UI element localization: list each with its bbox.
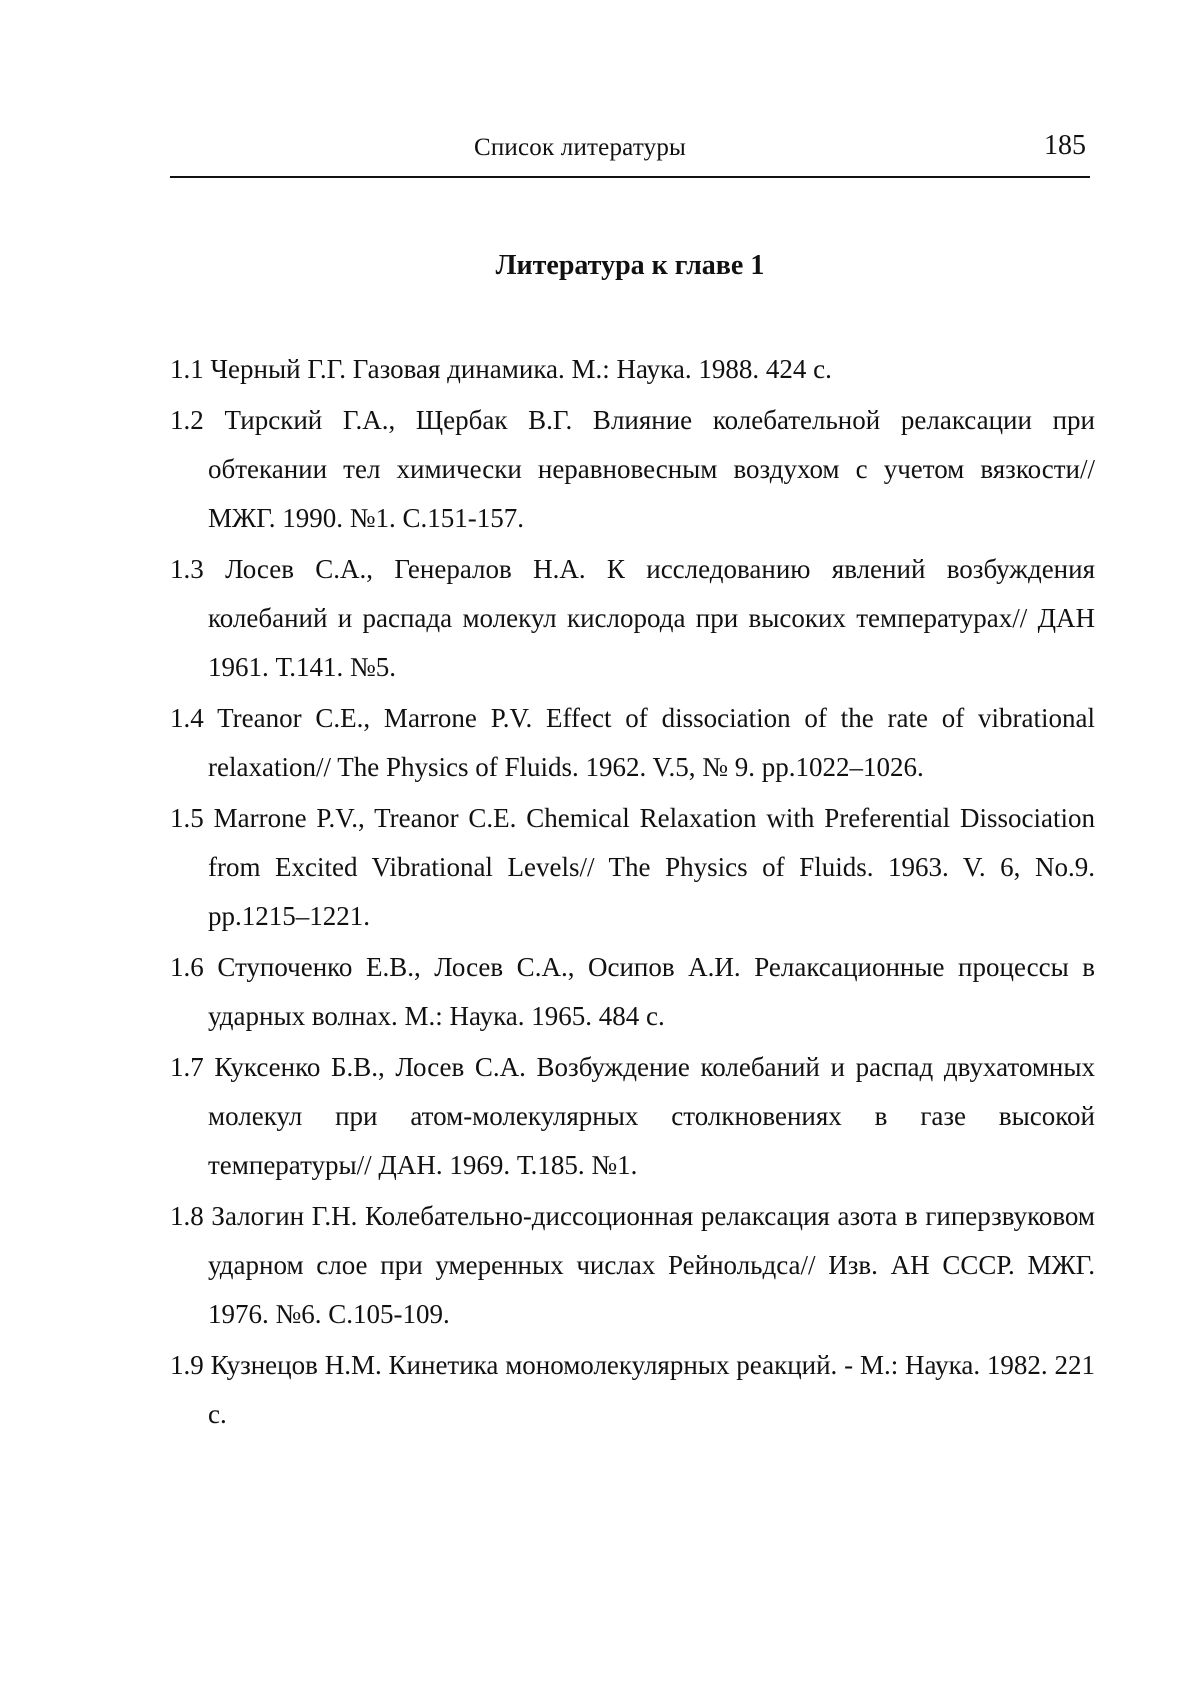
page-number: 185 xyxy=(1044,130,1086,161)
reference-item xyxy=(170,545,1095,692)
reference-text: Treanor C.E., Marrone P.V. Effect of dissociation of the rate of vibrational relaxation// The Physics of Fluids. 1962. V.5, № 9. pp.1022–1026. xyxy=(208,703,1096,782)
header-rule xyxy=(170,176,1090,178)
reference-number: 1.9 xyxy=(170,1350,204,1380)
reference-item xyxy=(170,345,1095,394)
reference-item xyxy=(170,794,1095,941)
reference-item xyxy=(170,1192,1095,1339)
reference-number: 1.3 xyxy=(170,554,204,584)
reference-number: 1.6 xyxy=(170,952,204,982)
reference-item xyxy=(170,396,1095,543)
reference-number: 1.4 xyxy=(170,703,204,733)
reference-item xyxy=(170,1043,1095,1190)
reference-number: 1.5 xyxy=(170,803,204,833)
reference-number: 1.7 xyxy=(170,1052,204,1082)
reference-text: Marrone P.V., Treanor C.E. Chemical Relaxation with Preferential Dissociation from Excited Vibrational Levels// The Physics of Fluids. 1963. V. 6, No.9. pp.1215–1221. xyxy=(208,803,1096,931)
section-heading: Литература к главе 1 xyxy=(495,250,765,281)
reference-text: Залогин Г.Н. Колебательно-диссоционная релаксация азота в гиперзвуковом ударном слое при умеренных числах Рейнольдса// Изв. АН СССР. МЖГ. 1976. №6. С.105-109. xyxy=(208,1201,1095,1329)
reference-text: Тирский Г.А., Щербак В.Г. Влияние колебательной релаксации при обтекании тел химически неравновесным воздухом с учетом вязкости// МЖГ. 1990. №1. С.151-157. xyxy=(208,405,1096,533)
reference-text: Ступоченко Е.В., Лосев С.А., Осипов А.И. Релаксационные процессы в ударных волнах. М.: Наука. 1965. 484 с. xyxy=(208,952,1096,1031)
reference-text: Лосев С.А., Генералов Н.А. К исследованию явлений возбуждения колебаний и распада молекул кислорода при высоких температурах// ДАН 1961. Т.141. №5. xyxy=(208,554,1095,682)
running-title: Список литературы xyxy=(473,134,687,161)
reference-text: Черный Г.Г. Газовая динамика. М.: Наука. 1988. 424 с. xyxy=(210,354,832,384)
reference-number: 1.2 xyxy=(170,405,204,435)
reference-text: Кузнецов Н.М. Кинетика мономолекулярных реакций. - М.: Наука. 1982. 221 с. xyxy=(208,1350,1096,1429)
reference-number: 1.8 xyxy=(170,1201,204,1231)
reference-text: Куксенко Б.В., Лосев С.А. Возбуждение колебаний и распад двухатомных молекул при атом-молекулярных столкновениях в газе высокой температуры// ДАН. 1969. Т.185. №1. xyxy=(208,1052,1096,1180)
running-header xyxy=(170,128,1090,170)
reference-item xyxy=(170,943,1095,1041)
reference-item xyxy=(170,1341,1095,1439)
reference-item xyxy=(170,694,1095,792)
reference-number: 1.1 xyxy=(170,354,204,384)
reference-list xyxy=(170,345,1095,1441)
